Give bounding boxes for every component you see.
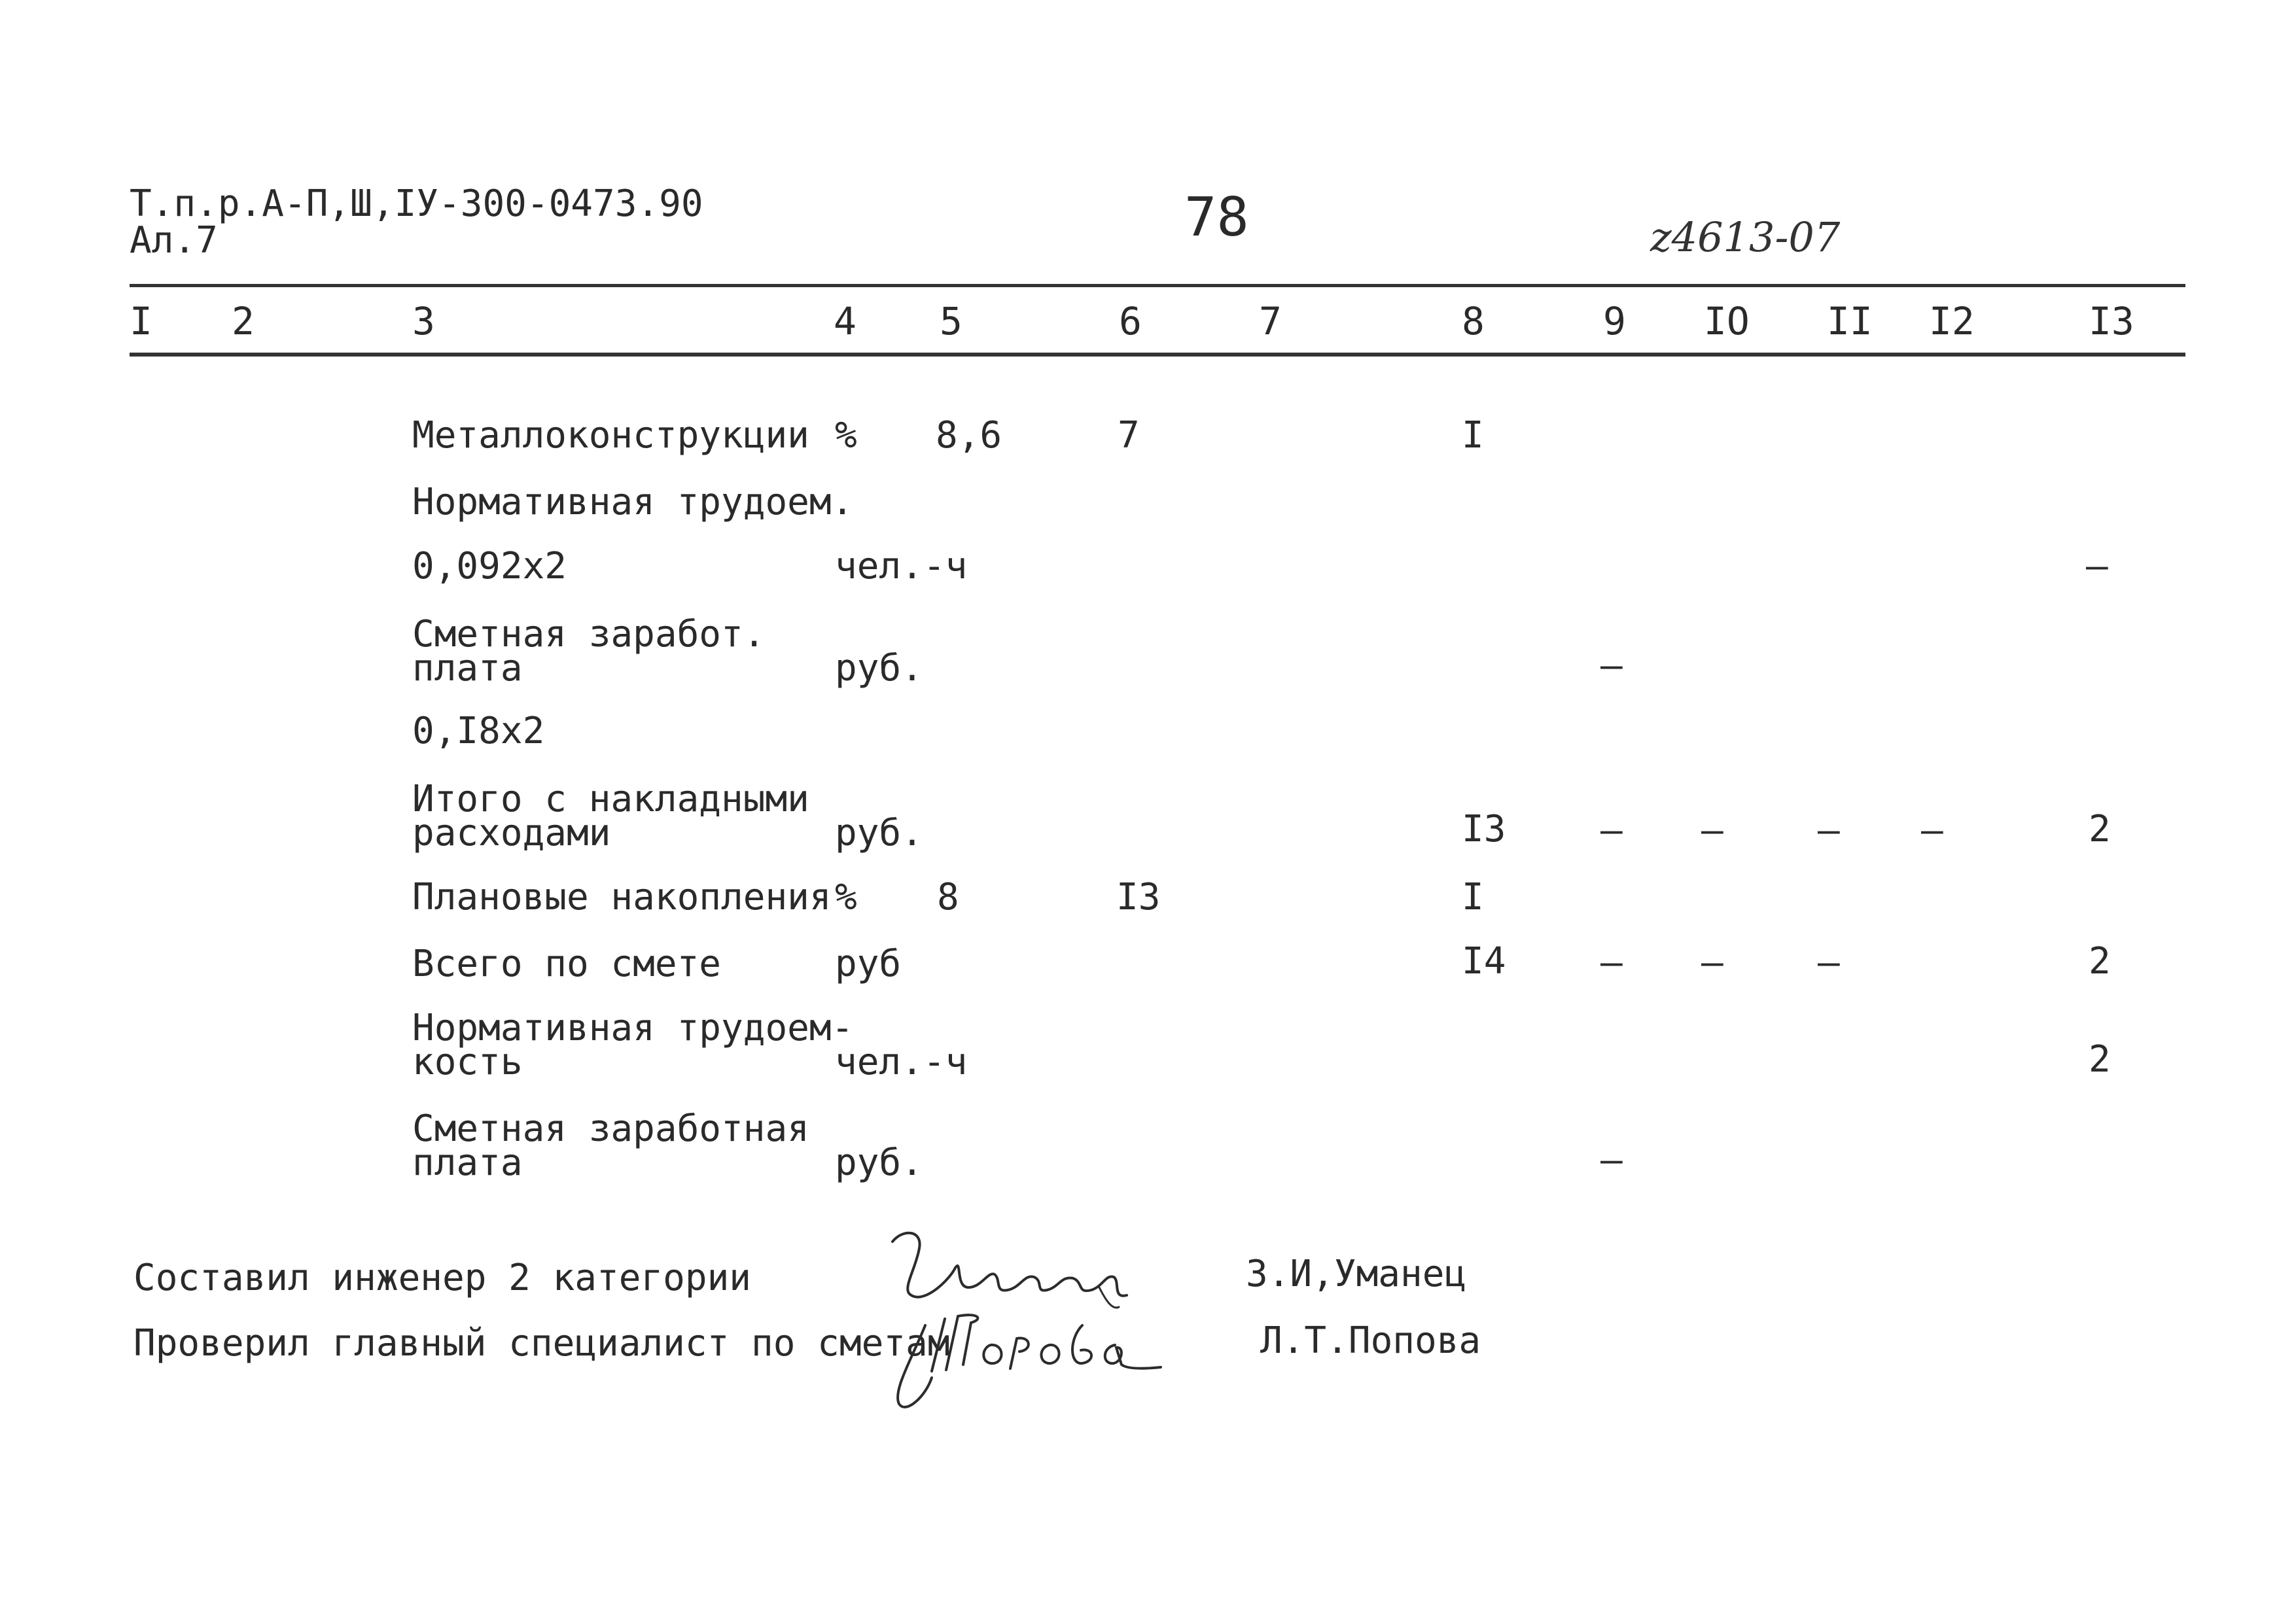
row-name-line-2: кость <box>412 1041 523 1083</box>
row-name: Плановые накопления <box>412 876 832 918</box>
column-header-12: I2 <box>1929 299 1975 343</box>
cell-col-9: – <box>1600 809 1623 852</box>
row-unit: руб. <box>835 1142 923 1184</box>
cell-col-12: – <box>1921 809 1943 852</box>
column-header-9: 9 <box>1603 299 1626 343</box>
column-header-3: 3 <box>412 299 435 343</box>
column-header-1: I <box>130 299 152 343</box>
cell-col-9: – <box>1600 644 1623 687</box>
cell-col-11: – <box>1818 809 1840 852</box>
row-unit: чел.-ч <box>835 1041 968 1083</box>
cell-col-8: I <box>1462 876 1484 918</box>
column-header-4: 4 <box>834 299 857 343</box>
row-name: Нормативная трудоем. <box>412 481 854 523</box>
cell-col-6: 7 <box>1118 414 1140 457</box>
cell-col-8: I3 <box>1462 808 1506 850</box>
page-number: 78 <box>1184 186 1249 249</box>
row-name: Всего по смете <box>412 943 722 985</box>
header-rule-bottom <box>130 353 2185 357</box>
column-header-11: II <box>1827 299 1873 343</box>
column-header-13: I3 <box>2089 299 2134 343</box>
compiled-name: З.И,Уманец <box>1246 1253 1467 1295</box>
column-header-8: 8 <box>1462 299 1485 343</box>
cell-col-5: 8 <box>937 876 959 918</box>
checked-label: Проверил главный специалист по сметам <box>133 1322 950 1365</box>
column-header-7: 7 <box>1259 299 1282 343</box>
row-name-line-2: расходами <box>412 812 611 854</box>
compiled-label: Составил инженер 2 категории <box>133 1257 752 1299</box>
cell-col-8: I4 <box>1462 940 1506 983</box>
cell-col-11: – <box>1818 941 1840 984</box>
row-unit: % <box>835 876 857 918</box>
row-name-line-1: Итого с накладными <box>412 778 809 820</box>
cell-col-5: 8,6 <box>936 414 1002 457</box>
cell-col-9: – <box>1600 1139 1623 1181</box>
cell-col-13: 2 <box>2089 940 2111 983</box>
sheet-label: Ал.7 <box>130 219 218 262</box>
row-unit: чел.-ч <box>835 545 968 587</box>
checked-name: Л.Т.Попова <box>1260 1319 1481 1362</box>
column-header-10: IO <box>1704 299 1750 343</box>
row-unit: руб. <box>835 812 923 854</box>
row-name: 0,092x2 <box>412 545 567 587</box>
signature-popova <box>886 1299 1174 1417</box>
row-name-line-2: плата <box>412 1142 523 1184</box>
row-unit: % <box>835 414 857 457</box>
cell-col-13: 2 <box>2089 1038 2111 1081</box>
row-name-line-1: Сметная заработная <box>412 1108 809 1150</box>
cell-col-6: I3 <box>1116 876 1161 918</box>
header-rule-top <box>130 284 2185 287</box>
column-header-2: 2 <box>232 299 255 343</box>
row-name: 0,I8x2 <box>412 710 545 752</box>
cell-col-10: – <box>1701 941 1723 984</box>
cell-col-13: – <box>2086 545 2108 587</box>
row-name-line-2: плата <box>412 647 523 689</box>
archive-number: z4613-07 <box>1650 213 1841 261</box>
row-unit: руб. <box>835 647 923 689</box>
cell-col-13: 2 <box>2089 808 2111 850</box>
row-name-line-1: Сметная заработ. <box>412 613 766 655</box>
row-name: Металлоконструкции <box>412 414 809 457</box>
row-name-line-1: Нормативная трудоем- <box>412 1007 854 1049</box>
column-header-5: 5 <box>940 299 963 343</box>
cell-col-9: – <box>1600 941 1623 984</box>
column-header-6: 6 <box>1119 299 1142 343</box>
row-unit: руб <box>835 943 902 985</box>
doc-code: Т.п.р.А-П,Ш,IУ-300-0473.90 <box>130 183 703 225</box>
cell-col-8: I <box>1462 414 1484 457</box>
cell-col-10: – <box>1701 809 1723 852</box>
